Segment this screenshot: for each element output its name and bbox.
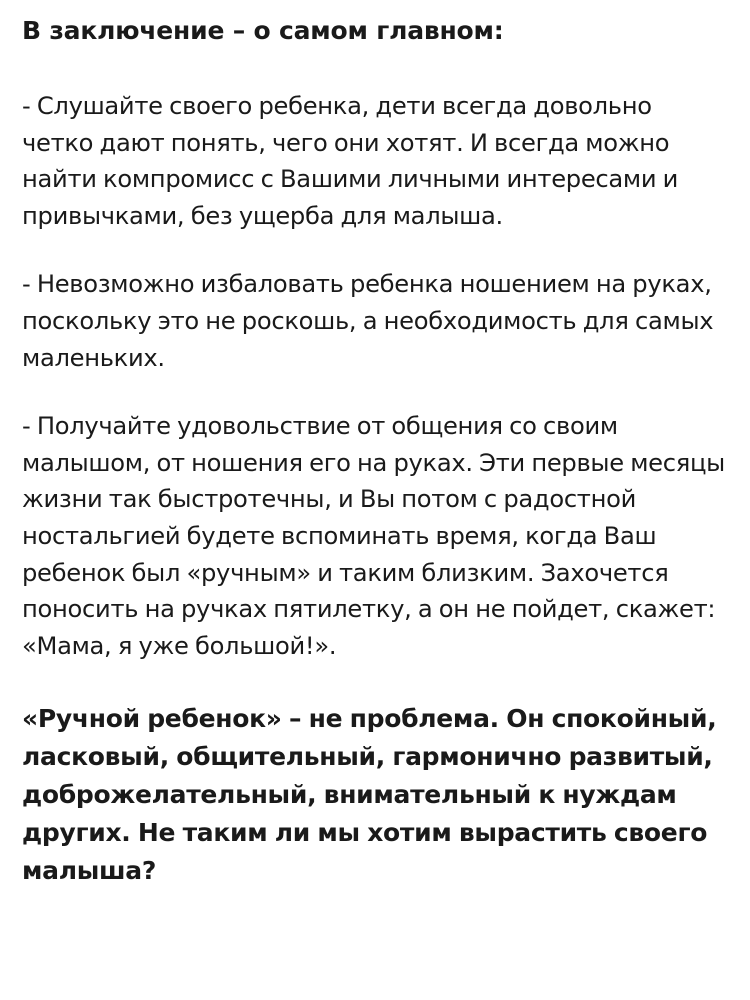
advice-paragraph-carrying: - Невозможно избаловать ребенка ношением на руках, поскольку это не роскошь, а необходимость для самых маленьких. (22, 270, 714, 372)
conclusion-paragraph: «Ручной ребенок» – не проблема. Он спокойный, ласковый, общительный, гармонично развитый, доброжелательный, внимательный к нуждам других. Не таким ли мы хотим вырастить своего малыша? (22, 704, 717, 886)
section-heading: В заключение – о самом главном: (22, 16, 504, 45)
advice-paragraph-enjoy: - Получайте удовольствие от общения со своим малышом, от ношения его на руках. Эти первые месяцы жизни так быстротечны, и Вы потом с радостной ностальгией будете вспоминать время, когда Ваш ребенок был «ручным» и таким близким. Захочется поносить на ручках пятилетку, а он не пойдет, скажет: «Мама, я уже большой!». (22, 412, 725, 660)
advice-paragraph-listen: - Слушайте своего ребенка, дети всегда довольно четко дают понять, чего они хотят. И всегда можно найти компромисс с Вашими личными интересами и привычками, без ущерба для малыша. (22, 92, 679, 230)
